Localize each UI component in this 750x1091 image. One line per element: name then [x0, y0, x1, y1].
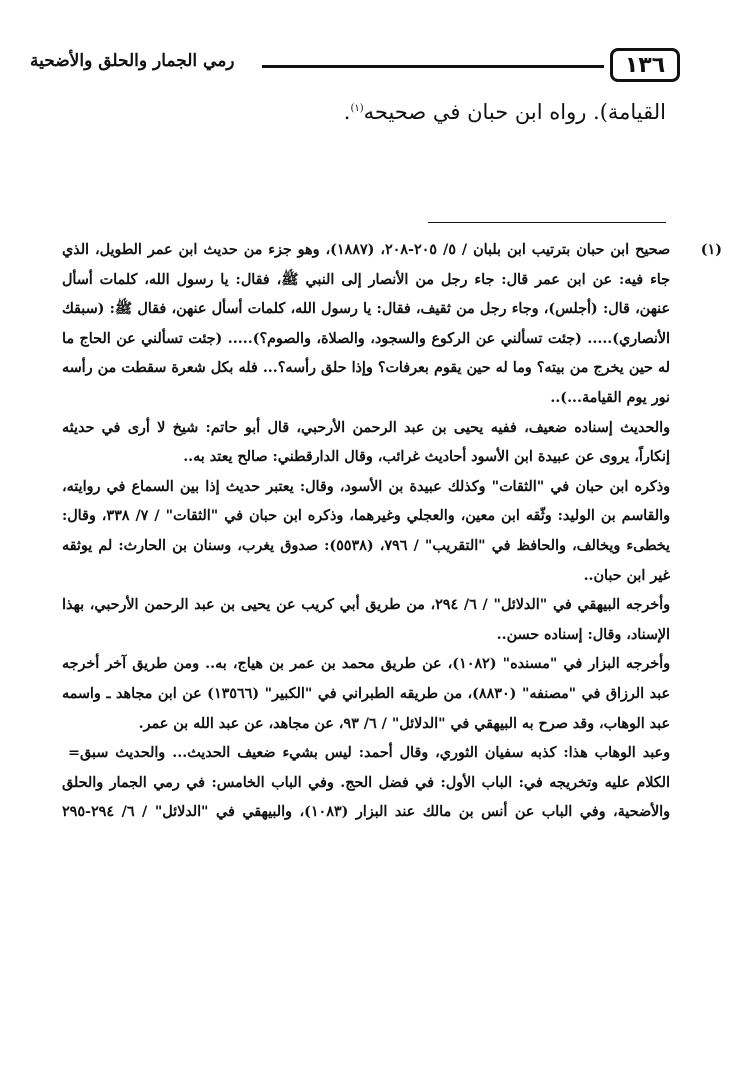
footnote-paragraph: صحيح ابن حبان بترتيب ابن بلبان / ٥/ ٢٠٥-٢٠٨، (١٨٨٧)، وهو جزء من حديث ابن عمر الطويل، الذي جاء فيه: عن ابن عمر قال: جاء رجل من الأنصار إلى النبي ﷺ، فقال: يا رسول الله، كلمات أسأل عنهن، قال: (أجلس)، وجاء رجل من ثقيف، فقال: يا رسول الله، كلمات أسأل عنهن، فقال ﷺ: (سبقك الأنصاري)..... (جئت تسألني عن الركوع والسجود، والصلاة، والصوم؟)..... (جئت تسألني عن الحاج ما له حين يخرج من بيته؟ وما له حين يقوم بعرفات؟ وإذا حلق رأسه؟... فله بكل شعرة سقطت من رأسه نور يوم القيامة...)..	[62, 242, 671, 406]
continuation-mark: =	[68, 745, 80, 762]
running-title: رمي الجمار والحلق والأضحية	[30, 51, 235, 71]
footnote-paragraph: وأخرجه البزار في "مسنده" (١٠٨٢)، عن طريق محمد بن عمر بن هياج، به.. ومن طريق آخر أخرجه عبد الرزاق في "مصنفه" (٨٨٣٠)، من طريقه الطبراني في "الكبير" (١٣٥٦٦) عن ابن مجاهد ـ واسمه عبد الوهاب، وقد صرح به البيهقي في "الدلائل" / ٦/ ٩٣، عن مجاهد، عن عبد الله بن عمر.	[62, 656, 670, 732]
main-text-line: القيامة). رواه ابن حبان في صحيحه	[363, 100, 666, 124]
footnote-paragraph: وأخرجه البيهقي في "الدلائل" / ٦/ ٢٩٤، من طريق أبي كريب عن يحيى بن عبد الرحمن الأرحبي، بهذا الإسناد، وقال: إسناده حسن..	[62, 597, 670, 643]
footnote-reference: (١)	[350, 103, 364, 114]
footnote-paragraph: والحديث إسناده ضعيف، ففيه يحيى بن عبد الرحمن الأرحبي، قال أبو حاتم: شيخ لا أرى في حديثه إنكاراً، يروى عن عبيدة ابن الأسود أحاديث غرائب، وقال الدارقطني: صالح يعتد به..	[62, 419, 670, 466]
footnote-paragraph: وذكره ابن حبان في "الثقات" وكذلك عبيدة بن الأسود، وقال: يعتبر حديث إذا بين السماع في روايته، والقاسم بن الوليد: وثّقه ابن معين، والعجلي وغيرهما، وذكره ابن حبان في "الثقات" / ٧/ ٣٣٨، وقال: يخطىء ويخالف، والحافظ في "التقريب" / ٧٩٦، (٥٥٣٨): صدوق يغرب، وسنان بن الحارث: لم يوثقه غير ابن حبان..	[62, 478, 671, 584]
page-number: ١٣٦	[610, 48, 680, 82]
main-text: القيامة). رواه ابن حبان في صحيحه$^{(١)}$.	[343, 100, 666, 124]
footnote-section	[62, 236, 722, 828]
footnote-number: (١)	[700, 242, 722, 258]
page-header	[30, 48, 680, 88]
footnote-body	[62, 236, 670, 828]
header-rule	[262, 65, 604, 68]
footnote-paragraph-text: وعبد الوهاب هذا: كذبه سفيان الثوري، وقال أحمد: ليس بشيء ضعيف الحديث... والحديث سبق الكلام عليه وتخريجه في: الباب الأول: في فضل الحج. وفي الباب الخامس: في رمي الجمار والحلق والأضحية، وفي الباب عن أنس بن مالك عند البزار (١٠٨٣)، والبيهقي في "الدلائل" / ٦/ ٢٩٤-٢٩٥	[62, 745, 671, 821]
footnote-paragraph-last	[62, 739, 670, 828]
footnote-separator	[428, 222, 666, 223]
